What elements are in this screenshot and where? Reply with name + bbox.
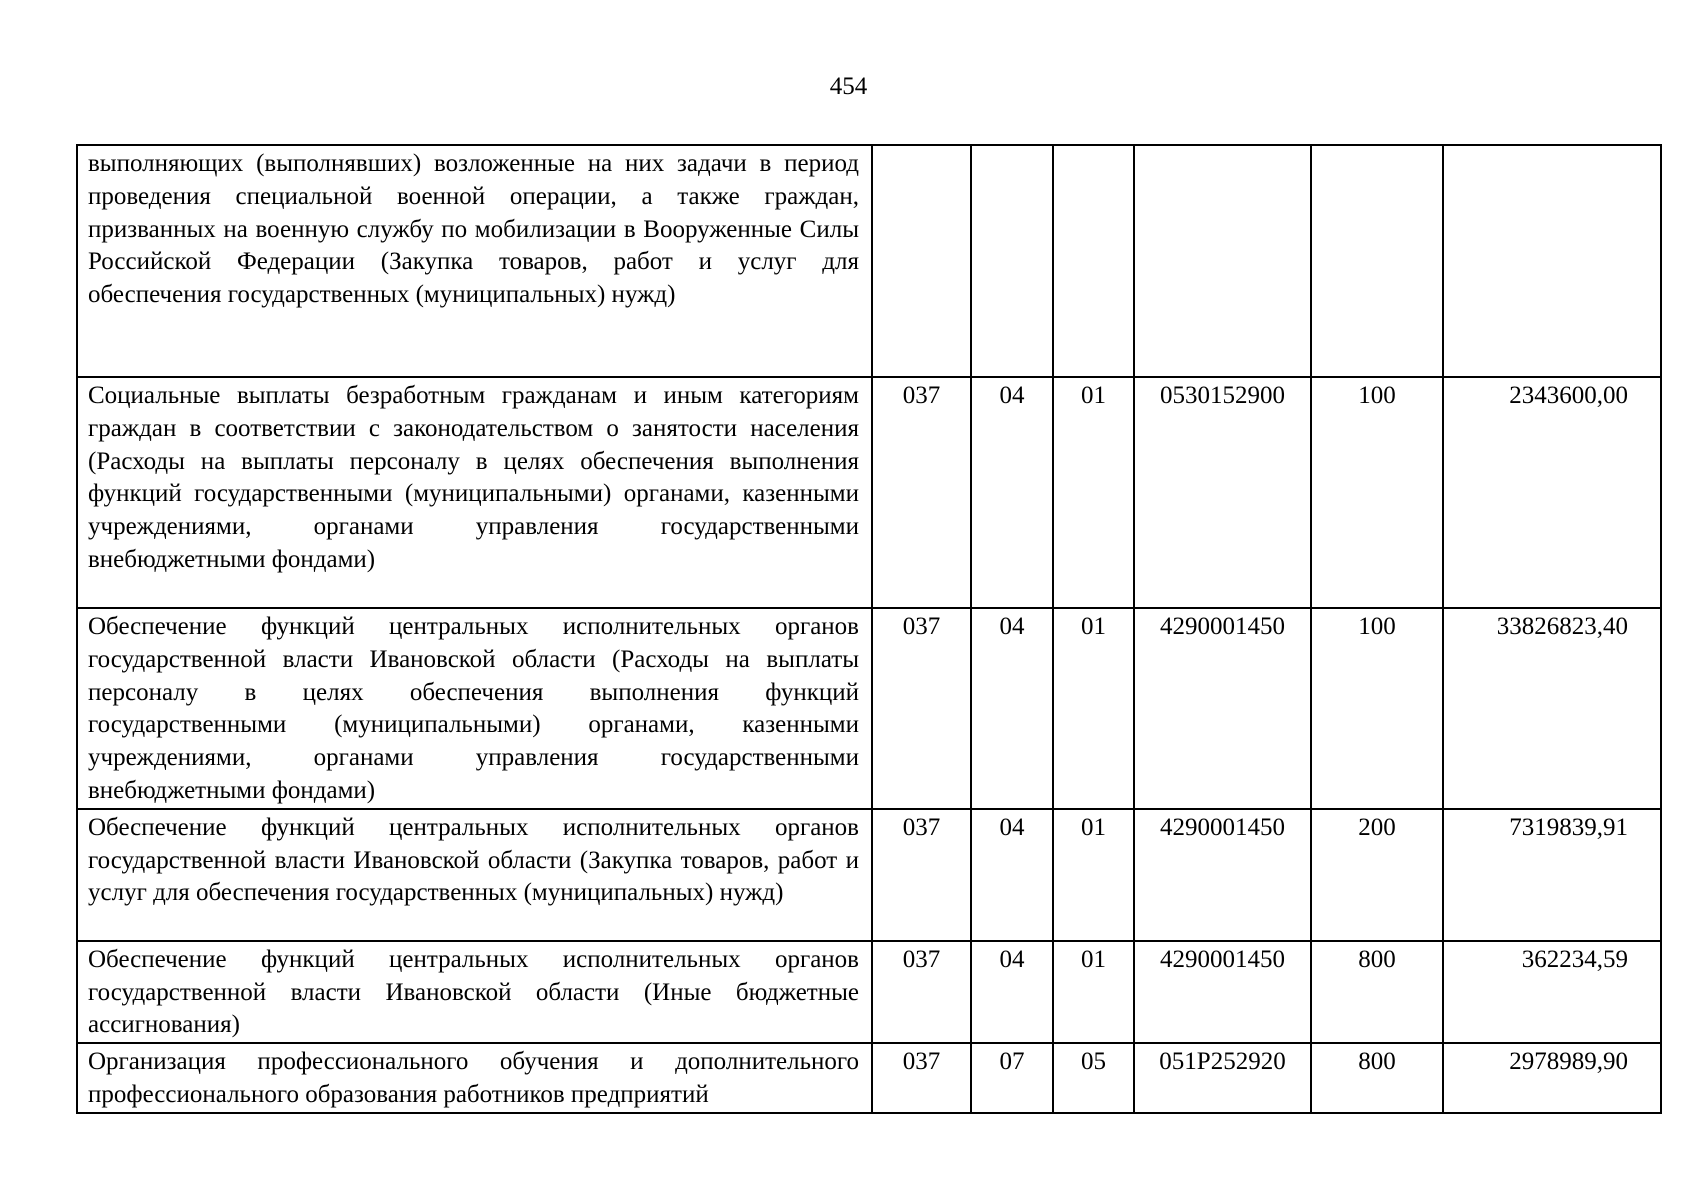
row-description: Обеспечение функций центральных исполнительных органов государственной власти Ивановской области (Иные бюджетные ассигнования) <box>77 941 872 1043</box>
amount-cell <box>1443 145 1661 377</box>
subsection-code-cell: 05 <box>1053 1043 1134 1113</box>
ministry-code-cell: 037 <box>872 941 971 1043</box>
expense-type-cell: 800 <box>1311 1043 1443 1113</box>
amount-cell: 2343600,00 <box>1443 377 1661 608</box>
row-description: выполняющих (выполнявших) возложенные на них задачи в период проведения специальной военной операции, а также граждан, призванных на военную службу по мобилизации в Вооруженные Силы Российской Федерации (Закупка товаров, работ и услуг для обеспечения государственных (муниципальных) нужд) <box>77 145 872 377</box>
target-article-cell <box>1134 145 1311 377</box>
expense-type-cell: 100 <box>1311 377 1443 608</box>
expense-type-cell <box>1311 145 1443 377</box>
expense-type-cell: 100 <box>1311 608 1443 809</box>
ministry-code-cell: 037 <box>872 377 971 608</box>
row-description: Организация профессионального обучения и дополнительного профессионального образования работников предприятий <box>77 1043 872 1113</box>
ministry-code-cell: 037 <box>872 809 971 941</box>
section-code-cell <box>971 145 1053 377</box>
section-code-cell: 04 <box>971 941 1053 1043</box>
target-article-cell: 4290001450 <box>1134 608 1311 809</box>
subsection-code-cell <box>1053 145 1134 377</box>
amount-cell: 33826823,40 <box>1443 608 1661 809</box>
subsection-code-cell: 01 <box>1053 377 1134 608</box>
table-row <box>77 145 1661 377</box>
page-number: 454 <box>829 73 868 100</box>
row-description: Социальные выплаты безработным гражданам и иным категориям граждан в соответствии с законодательством о занятости населения (Расходы на выплаты персоналу в целях обеспечения выполнения функций государственными (муниципальными) органами, казенными учреждениями, органами управления государственными внебюджетными фондами) <box>77 377 872 608</box>
budget-table <box>76 144 1662 1114</box>
table-row <box>77 1043 1661 1113</box>
amount-cell: 7319839,91 <box>1443 809 1661 941</box>
section-code-cell: 04 <box>971 608 1053 809</box>
table-row <box>77 809 1661 941</box>
table-row <box>77 377 1661 608</box>
section-code-cell: 07 <box>971 1043 1053 1113</box>
expense-type-cell: 200 <box>1311 809 1443 941</box>
section-code-cell: 04 <box>971 809 1053 941</box>
expense-type-cell: 800 <box>1311 941 1443 1043</box>
target-article-cell: 4290001450 <box>1134 809 1311 941</box>
subsection-code-cell: 01 <box>1053 941 1134 1043</box>
target-article-cell: 0530152900 <box>1134 377 1311 608</box>
amount-cell: 2978989,90 <box>1443 1043 1661 1113</box>
subsection-code-cell: 01 <box>1053 608 1134 809</box>
target-article-cell: 051Р252920 <box>1134 1043 1311 1113</box>
section-code-cell: 04 <box>971 377 1053 608</box>
amount-cell: 362234,59 <box>1443 941 1661 1043</box>
subsection-code-cell: 01 <box>1053 809 1134 941</box>
table-row <box>77 941 1661 1043</box>
target-article-cell: 4290001450 <box>1134 941 1311 1043</box>
ministry-code-cell <box>872 145 971 377</box>
ministry-code-cell: 037 <box>872 608 971 809</box>
row-description: Обеспечение функций центральных исполнительных органов государственной власти Ивановской области (Закупка товаров, работ и услуг для обеспечения государственных (муниципальных) нужд) <box>77 809 872 941</box>
row-description: Обеспечение функций центральных исполнительных органов государственной власти Ивановской области (Расходы на выплаты персоналу в целях обеспечения выполнения функций государственными (муниципальными) органами, казенными учреждениями, органами управления государственными внебюджетными фондами) <box>77 608 872 809</box>
ministry-code-cell: 037 <box>872 1043 971 1113</box>
table-row <box>77 608 1661 809</box>
